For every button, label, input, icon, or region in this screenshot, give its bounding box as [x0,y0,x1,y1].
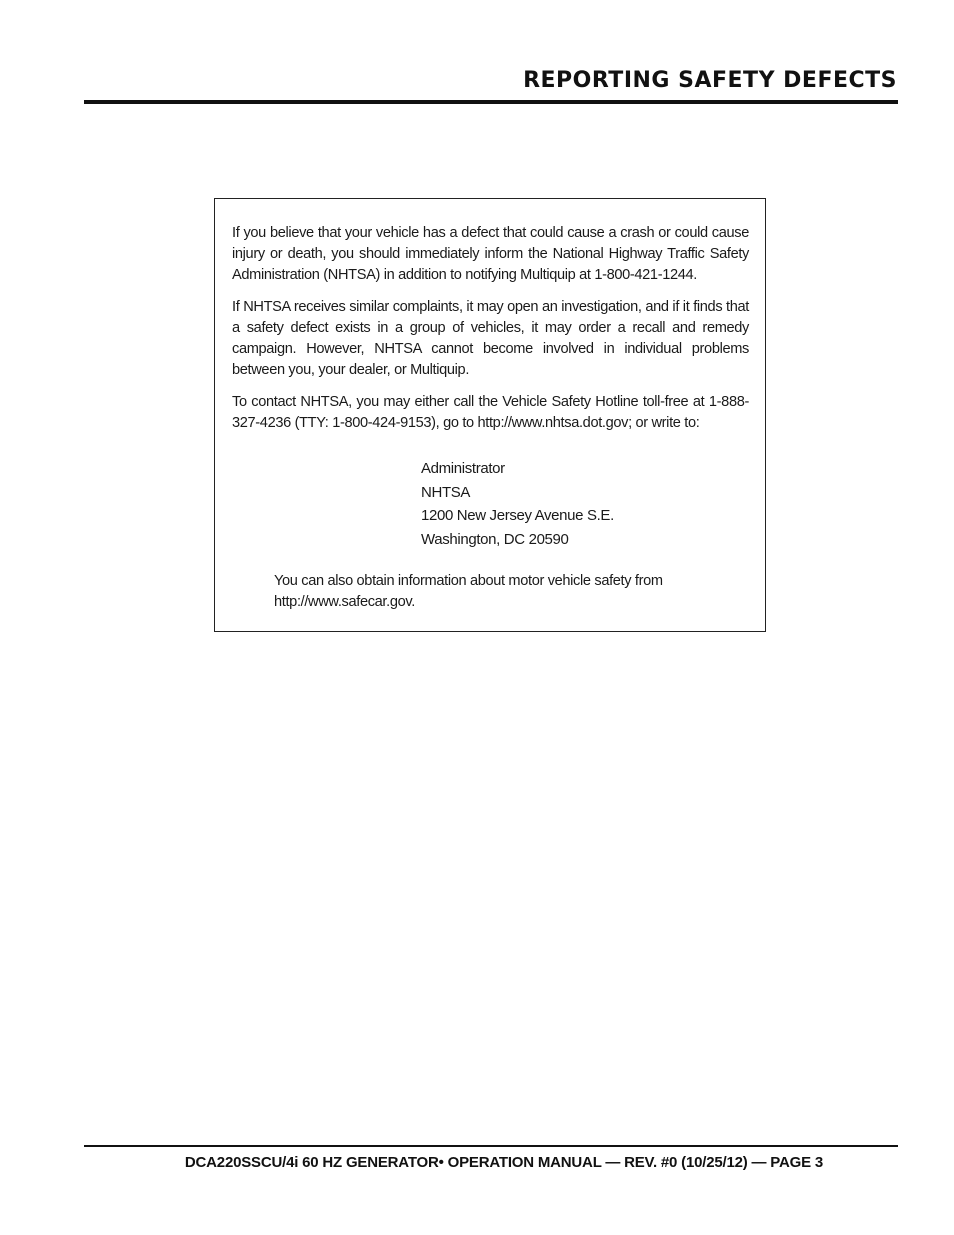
notice-paragraph-defect: If you believe that your vehicle has a defect that could cause a crash or could cause injury or death, you should immediately inform the National Highway Traffic Safety Administration (NHTSA) in addition to notifying Multiquip at 1-800-421-1244. [232,225,749,283]
safety-notice-box [214,198,766,632]
notice-paragraph-contact: To contact NHTSA, you may either call the Vehicle Safety Hotline toll-free at 1-888-327-4236 (TTY: 1-800-424-9153), go to http://www.nhtsa.dot.gov; or write to: [232,394,749,431]
footer-divider [84,1145,898,1147]
footnote-line: http://www.safecar.gov. [274,594,415,610]
page-footer: DCA220SSCU/4i 60 HZ GENERATOR• OPERATION MANUAL — REV. #0 (10/25/12) — PAGE 3 [184,1154,823,1171]
notice-paragraph-investigation: If NHTSA receives similar complaints, it may open an investigation, and if it finds that a safety defect exists in a group of vehicles, it may order a recall and remedy campaign. However, NHTSA cannot become involved in individual problems between you, your dealer, or Multiquip. [232,299,749,378]
address-line: Washington, DC 20590 [421,530,569,548]
footnote-line: You can also obtain information about motor vehicle safety from [274,573,663,589]
address-line: NHTSA [421,483,471,501]
address-line: 1200 New Jersey Avenue S.E. [421,507,614,524]
page-title: REPORTING SAFETY DEFECTS [523,68,897,93]
address-line: Administrator [421,460,505,477]
header-divider [84,100,898,104]
mailing-address [421,457,749,551]
safecar-footnote [274,571,714,613]
